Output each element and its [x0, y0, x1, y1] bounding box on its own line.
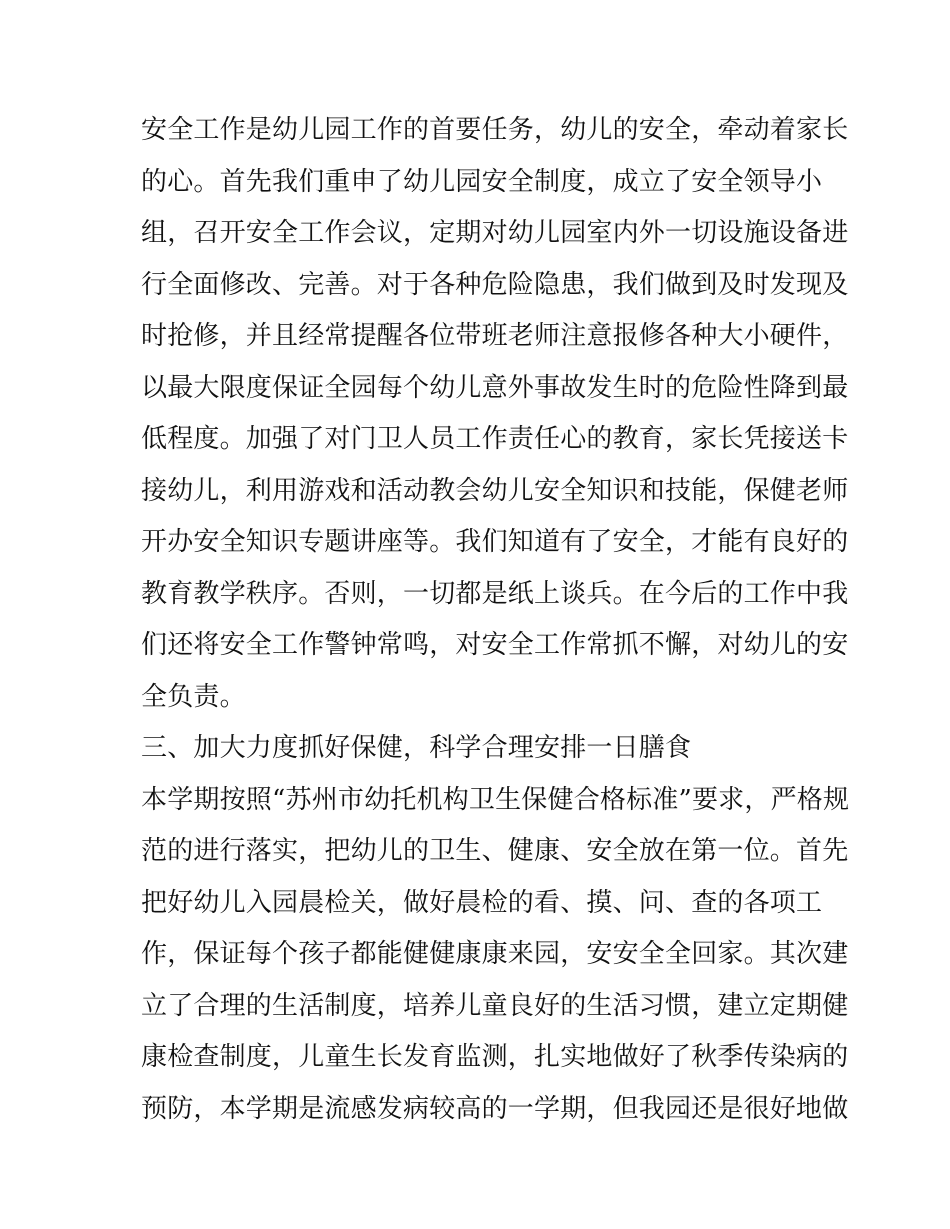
text-line: 范的进行落实，把幼儿的卫生、健康、安全放在第一位。首先 [141, 836, 849, 866]
text-line: 开办安全知识专题讲座等。我们知道有了安全，才能有良好的 [141, 527, 849, 557]
text-line: 安全工作是幼儿园工作的首要任务，幼儿的安全，牵动着家长 [141, 115, 849, 145]
text-line: 康检查制度，儿童生长发育监测，扎实地做好了秋季传染病的 [141, 1042, 849, 1072]
text-line: 教育教学秩序。否则，一切都是纸上谈兵。在今后的工作中我 [141, 578, 849, 609]
text-line: 立了合理的生活制度，培养儿童良好的生活习惯，建立定期健 [141, 990, 849, 1021]
text-line: 全负责。 [141, 681, 246, 712]
text-line: 的心。首先我们重申了幼儿园安全制度，成立了安全领导小 [141, 166, 823, 197]
text-line: 低程度。加强了对门卫人员工作责任心的教育，家长凭接送卡 [141, 424, 849, 454]
text-line: 作，保证每个孩子都能健健康康来园，安安全全回家。其次建 [141, 939, 849, 969]
text-line: 预防，本学期是流感发病较高的一学期，但我园还是很好地做 [141, 1093, 849, 1124]
text-line: 把好幼儿入园晨检关，做好晨检的看、摸、问、查的各项工 [141, 887, 823, 918]
text-line: 行全面修改、完善。对于各种危险隐患，我们做到及时发现及 [141, 269, 849, 300]
text-line: 接幼儿，利用游戏和活动教会幼儿安全知识和技能，保健老师 [141, 475, 849, 506]
text-line: 组，召开安全工作会议，定期对幼儿园室内外一切设施设备进 [141, 218, 849, 248]
text-line: 时抢修，并且经常提醒各位带班老师注意报修各种大小硬件， [141, 321, 849, 351]
section-heading: 三、加大力度抓好保健，科学合理安排一日膳食 [141, 733, 692, 763]
text-line: 本学期按照“苏州市幼托机构卫生保健合格标准”要求，严格规 [141, 784, 850, 815]
document-body [141, 105, 850, 1135]
text-line: 们还将安全工作警钟常鸣，对安全工作常抓不懈，对幼儿的安 [141, 630, 849, 660]
text-line: 以最大限度保证全园每个幼儿意外事故发生时的危险性降到最 [141, 372, 849, 403]
